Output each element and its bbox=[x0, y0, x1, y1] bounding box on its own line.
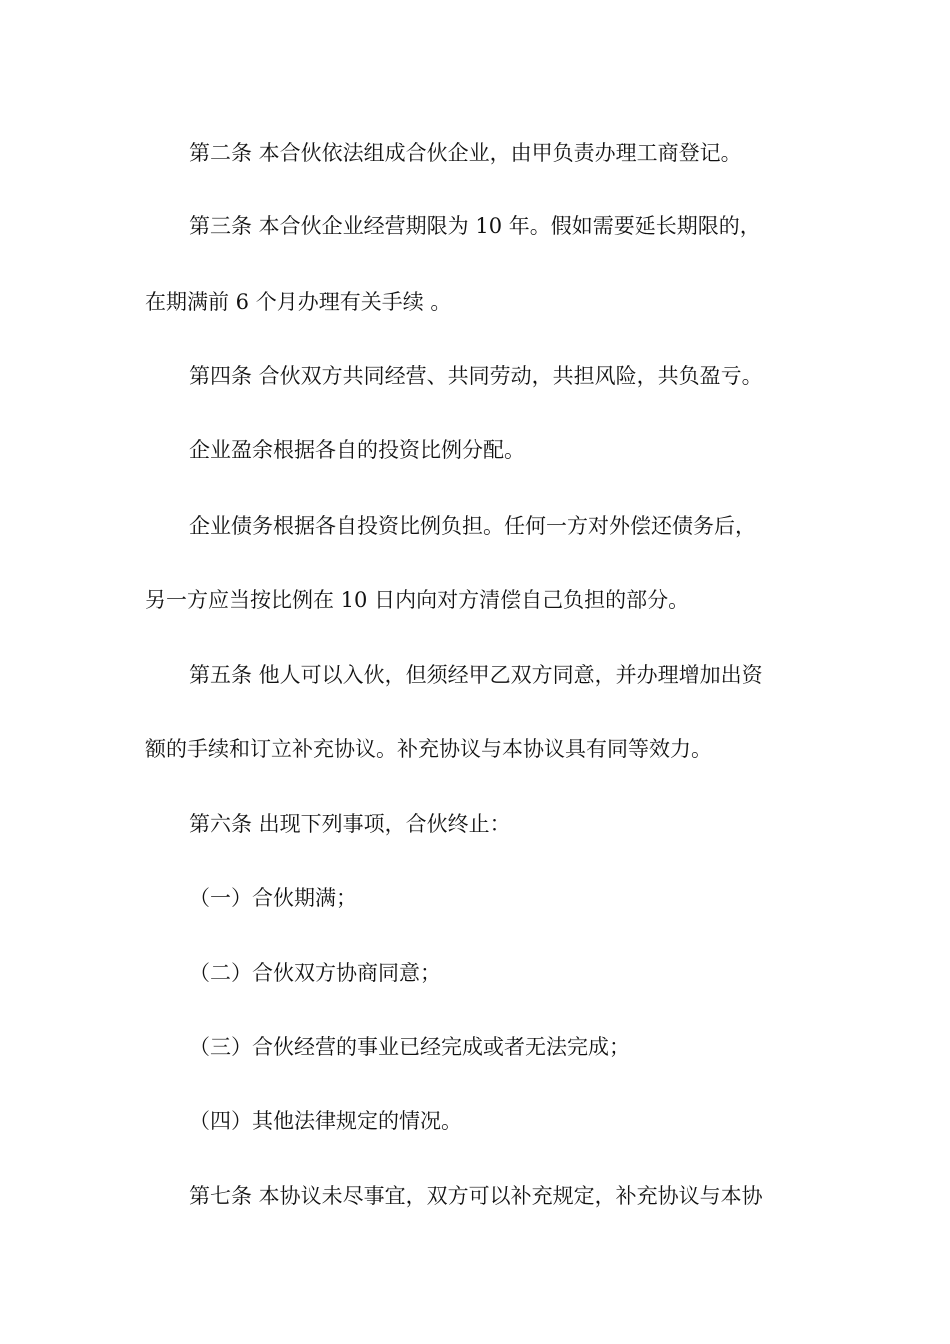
text-line-debt-cont: 另一方应当按比例在 10 日内向对方清偿自己负担的部分。 bbox=[145, 588, 690, 612]
list-item-1: （一）合伙期满； bbox=[189, 886, 357, 910]
text-line-article-3-cont: 在期满前 6 个月办理有关手续 。 bbox=[145, 290, 452, 314]
list-item-3: （三）合伙经营的事业已经完成或者无法完成； bbox=[189, 1035, 630, 1059]
text-line-article-4: 第四条 合伙双方共同经营、共同劳动，共担风险，共负盈亏。 bbox=[189, 364, 763, 388]
text-line-profit: 企业盈余根据各自的投资比例分配。 bbox=[189, 438, 525, 462]
text-line-article-5: 第五条 他人可以入伙，但须经甲乙双方同意，并办理增加出资 bbox=[189, 663, 763, 687]
text-line-article-5-cont: 额的手续和订立补充协议。补充协议与本协议具有同等效力。 bbox=[145, 737, 712, 761]
text-line-article-6: 第六条 出现下列事项，合伙终止： bbox=[189, 812, 511, 836]
text-line-debt: 企业债务根据各自投资比例负担。任何一方对外偿还债务后， bbox=[189, 514, 756, 538]
list-item-2: （二）合伙双方协商同意； bbox=[189, 961, 441, 985]
text-line-article-2: 第二条 本合伙依法组成合伙企业，由甲负责办理工商登记。 bbox=[189, 141, 742, 165]
text-line-article-7: 第七条 本协议未尽事宜，双方可以补充规定，补充协议与本协 bbox=[189, 1184, 763, 1208]
text-line-article-3: 第三条 本合伙企业经营期限为 10 年。假如需要延长期限的， bbox=[189, 214, 761, 238]
list-item-4: （四）其他法律规定的情况。 bbox=[189, 1109, 462, 1133]
